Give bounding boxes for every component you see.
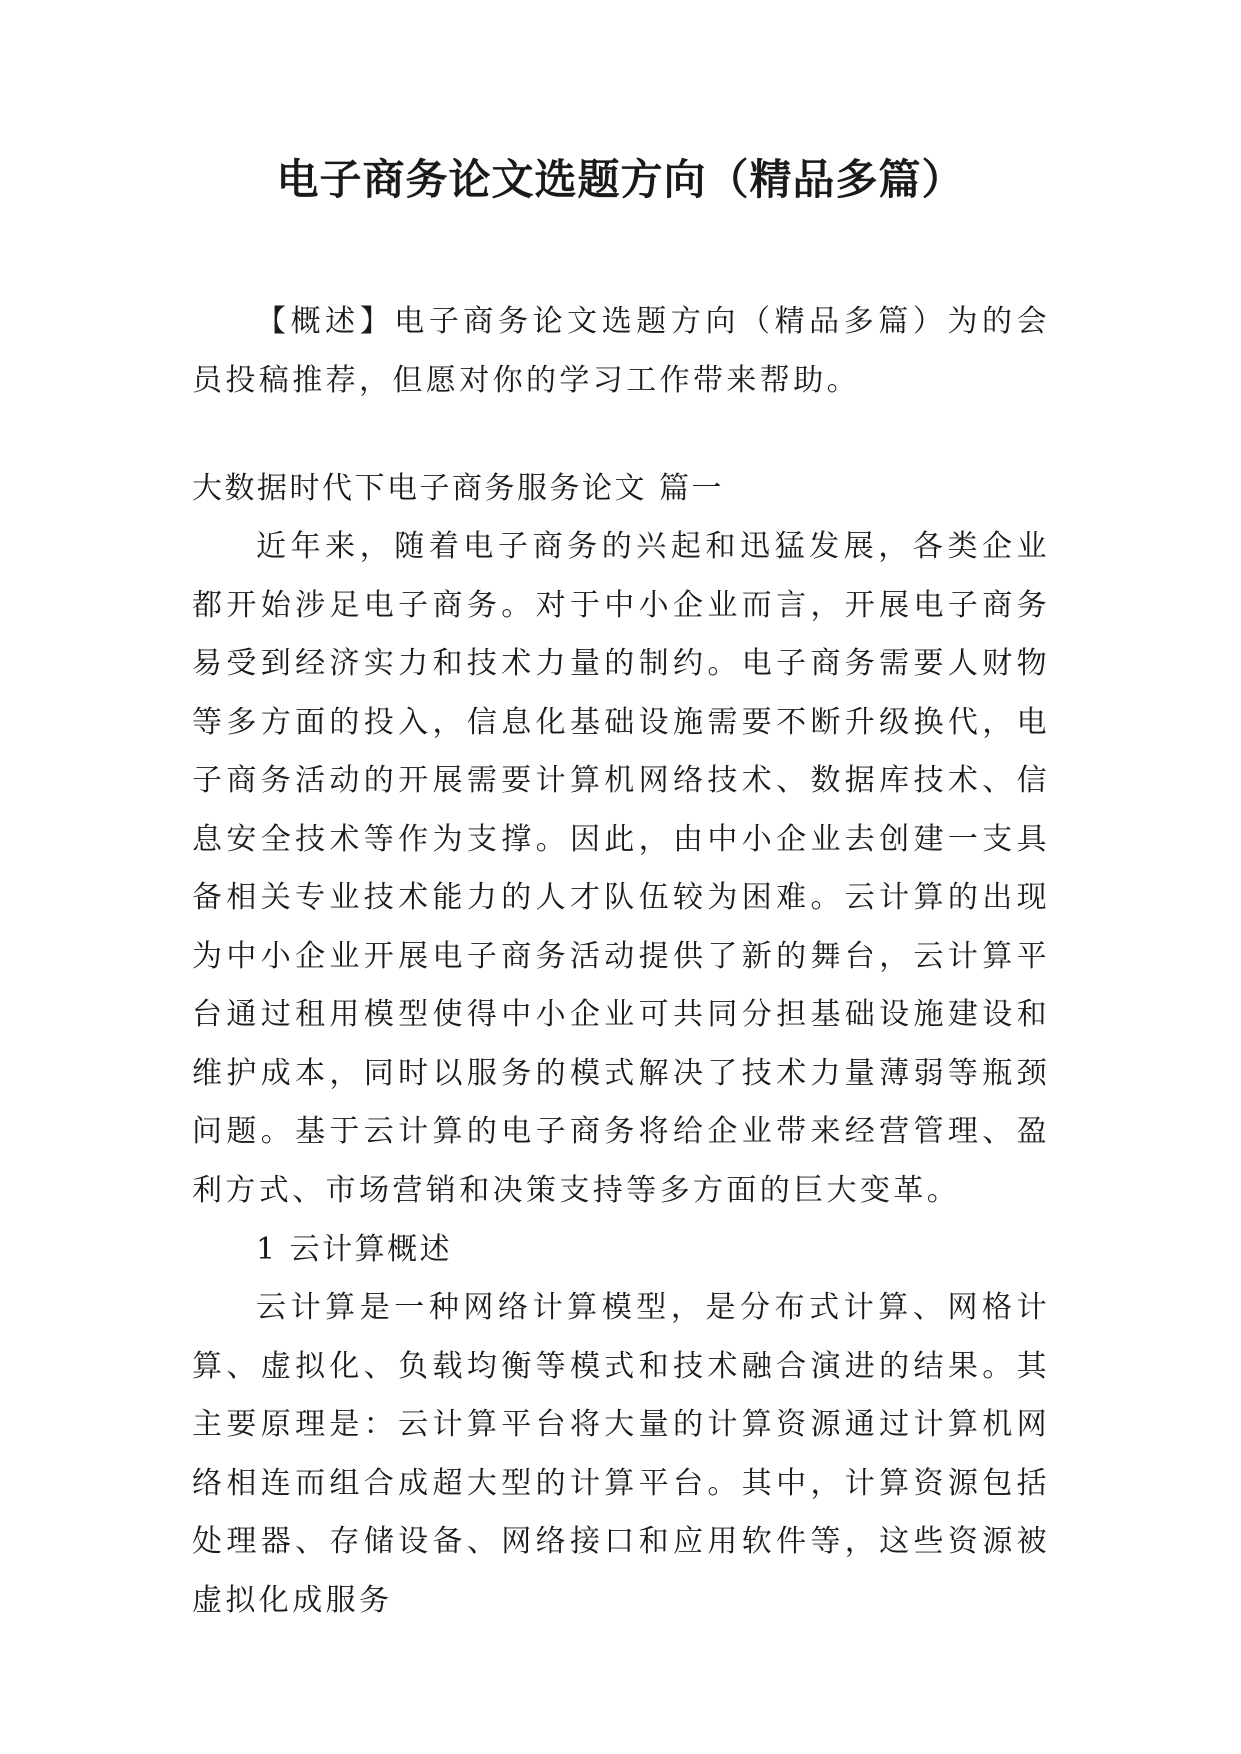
subheading-cloud-overview: 1 云计算概述 (256, 1232, 453, 1267)
body-paragraph-1: 近年来，随着电子商务的兴起和迅猛发展，各类企业都开始涉足电子商务。对于中小企业而言，开展电子商务易受到经济实力和技术力量的制约。电子商务需要人财物等多方面的投入，信息化基础设施需要不断升级换代，电子商务活动的开展需要计算机网络技术、数据库技术、信息安全技术等作为支撑。因此，由中小企业去创建一支具备相关专业技术能力的人才队伍较为困难。云计算的出现为中小企业开展电子商务活动提供了新的舞台，云计算平台通过租用模型使得中小企业可共同分担基础设施建设和维护成本，同时以服务的模式解决了技术力量薄弱等瓶颈问题。基于云计算的电子商务将给企业带来经营管理、盈利方式、市场营销和决策支持等多方面的巨大变革。 (192, 529, 1050, 1208)
summary-paragraph: 【概述】电子商务论文选题方向（精品多篇）为的会员投稿推荐，但愿对你的学习工作带来帮助。 (192, 304, 1050, 398)
section-heading: 大数据时代下电子商务服务论文 篇一 (192, 471, 725, 506)
document-title: 电子商务论文选题方向（精品多篇） (276, 155, 965, 204)
body-paragraph-2: 云计算是一种网络计算模型，是分布式计算、网格计算、虚拟化、负载均衡等模式和技术融合演进的结果。其主要原理是：云计算平台将大量的计算资源通过计算机网络相连而组合成超大型的计算平台。其中，计算资源包括处理器、存储设备、网络接口和应用软件等，这些资源被虚拟化成服务 (192, 1290, 1050, 1618)
